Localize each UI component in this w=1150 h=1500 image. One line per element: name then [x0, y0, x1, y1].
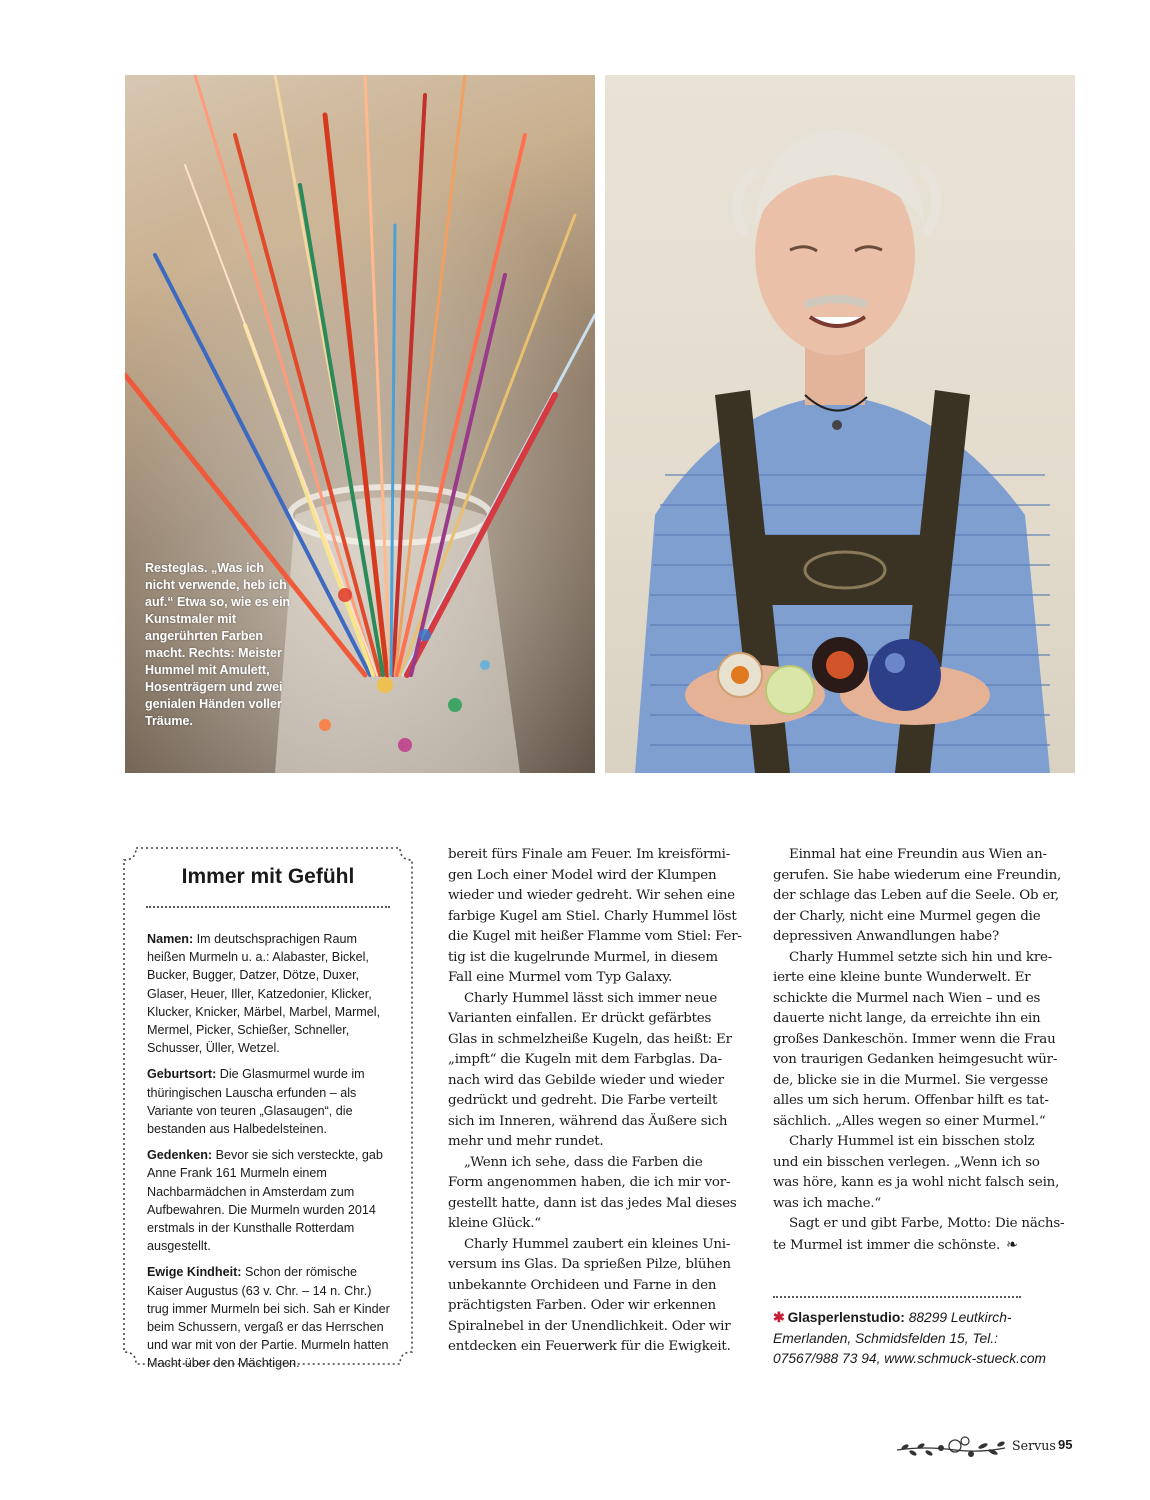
studio-label: Glasperlenstudio:: [787, 1310, 905, 1325]
text-line: versum ins Glas. Da sprießen Pilze, blühen: [448, 1257, 731, 1272]
studio-divider: [773, 1296, 1021, 1298]
text-line: „impft“ die Kugeln mit dem Farbglas. Da-: [448, 1052, 722, 1067]
portrait-photo: [605, 75, 1075, 773]
text-line: gedrückt und gedreht. Die Farbe verteilt: [448, 1093, 718, 1108]
text-line: Sagt er und gibt Farbe, Motto: Die nächs-: [789, 1216, 1065, 1231]
studio-info: [773, 1308, 1073, 1370]
asterisk-icon: ✱: [773, 1310, 785, 1325]
text-line: kleine Glück.“: [448, 1216, 541, 1231]
text-line: gerufen. Sie habe wiederum eine Freundin,: [773, 867, 1062, 883]
text-line: Charly Hummel ist ein bisschen stolz: [789, 1134, 1035, 1149]
text-line: de, blicke sie in die Murmel. Sie vergesse: [773, 1072, 1048, 1088]
studio-contact-line: 07567/988 73 94, www.schmuck-stueck.com: [773, 1351, 1047, 1366]
text-line: „Wenn ich sehe, dass die Farben die: [464, 1154, 703, 1170]
text-line: Fall eine Murmel vom Typ Galaxy.: [448, 970, 673, 985]
text-line: Charly Hummel lässt sich immer neue: [464, 990, 718, 1006]
text-line-last: te Murmel ist immer die schönste.: [773, 1237, 1001, 1253]
text-line: entdecken ein Feuerwerk für die Ewigkeit.: [448, 1339, 731, 1354]
text-line: gen Loch einer Model wird der Klumpen: [448, 867, 717, 883]
text-line: großes Dankeschön. Immer wenn die Frau: [773, 1031, 1056, 1047]
photo-caption: Resteglas. „Was ich nicht verwende, heb ich auf.“ Etwa so, wie es ein Kunstmaler mit angerührten Farben macht. Rechts: Meister Hummel mit Amulett, Hosenträgern und zwei genialen Händen voller Träume.: [145, 561, 291, 728]
text-line: prächtigsten Farben. Oder wir erkennen: [448, 1298, 716, 1313]
info-box-divider: [146, 906, 390, 908]
text-line: nach wird das Gebilde wieder und wieder: [448, 1072, 724, 1088]
text-line: was ich mache.“: [773, 1195, 882, 1211]
info-box-body: [147, 930, 395, 1381]
text-line: Charly Hummel zaubert ein kleines Uni-: [464, 1236, 731, 1252]
text-line: [773, 1235, 1073, 1257]
fact-names: Namen: Im deutschsprachigen Raum heißen Murmeln u. a.: Alabaster, Bickel, Bucker, Bugger, Datzer, Dötze, Duxer, Glaser, Heuer, Iller, Katzedonier, Klicker, Klucker, Knicker, Märbel, Marbel, Marmel, Mermel, Picker, Schießer, Schneller, Schusser, Üller, Wetzel.: [147, 932, 381, 1056]
text-line: Spiralnebel in der Unendlichkeit. Oder wir: [448, 1318, 731, 1334]
text-line: was höre, kann es ja wohl nicht falsch sein,: [773, 1175, 1060, 1190]
text-line: farbige Kugel am Stiel. Charly Hummel löst: [448, 908, 737, 924]
text-line: Glas in schmelzheiße Kugeln, das heißt: Er: [448, 1031, 732, 1047]
fact-birthplace: Geburtsort: Die Glasmurmel wurde im thüringischen Lauscha erfunden – als Variante von teuren „Glasaugen“, die bestanden aus Halbedelsteinen.: [147, 1067, 365, 1137]
text-line: der schlage das Leben auf die Seele. Ob er,: [773, 888, 1059, 903]
page-number: 95: [1058, 1437, 1073, 1452]
text-line: wieder und wieder gedreht. Wir sehen eine: [448, 888, 735, 903]
text-line: bereit fürs Finale am Feuer. Im kreisförmi-: [448, 847, 731, 862]
text-line: depressiven Anwandlungen habe?: [773, 929, 999, 944]
text-line: tig ist die kugelrunde Murmel, in diesem: [448, 949, 718, 965]
info-box: [122, 846, 414, 1371]
text-line: von traurigen Gedanken heimgesucht wür-: [773, 1052, 1058, 1067]
page-footer: [895, 1430, 1075, 1464]
text-line: ierte eine kleine bunte Wunderwelt. Er: [773, 970, 1031, 985]
info-box-title: Immer mit Gefühl: [181, 865, 355, 888]
studio-address-line2: Emerlanden, Schmidsfelden 15, Tel.:: [773, 1330, 998, 1346]
article-column-middle: [448, 845, 748, 1358]
text-line: mehr und mehr rundet.: [448, 1134, 604, 1149]
magazine-brand: Servus: [1012, 1438, 1056, 1453]
text-line: sächlich. „Alles wegen so einer Murmel.“: [773, 1113, 1046, 1129]
text-line: dauerte nicht lange, da erreichte ihn ein: [773, 1011, 1041, 1026]
article-column-right: [773, 845, 1073, 1256]
text-line: Einmal hat eine Freundin aus Wien an-: [789, 847, 1047, 862]
text-line: die Kugel mit heißer Flamme vom Stiel: Fer-: [448, 929, 742, 944]
fact-remembrance: Gedenken: Bevor sie sich versteckte, gab Anne Frank 161 Murmeln einem Nachbarmädchen in Amsterdam zum Aufbewahren. Die Murmeln wurden 2014 erstmals in der Kunsthalle Rotterdam ausgestellt.: [147, 1148, 383, 1254]
fact-childhood: Ewige Kindheit: Schon der römische Kaiser Augustus (63 v. Chr. – 14 n. Chr.) trug immer Murmeln bei sich. Sah er Kinder beim Schussern, vergaß er das Herrschen und war mit von der Partie. Murmeln hatten Macht über den Mächtigen.: [147, 1265, 390, 1371]
text-line: unbekannte Orchideen und Farne in den: [448, 1277, 717, 1293]
studio-address-line1: 88299 Leutkirch-: [904, 1310, 1012, 1325]
text-line: und ein bisschen verlegen. „Wenn ich so: [773, 1154, 1040, 1170]
text-line: sich im Inneren, während das Äußere sich: [448, 1113, 728, 1129]
text-line: schickte die Murmel nach Wien – und es: [773, 990, 1041, 1006]
text-line: alles um sich herum. Offenbar hilft es tat-: [773, 1093, 1049, 1108]
ending-mark-icon: ❧: [1006, 1236, 1018, 1253]
text-line: der Charly, nicht eine Murmel gegen die: [773, 908, 1041, 924]
floral-ornament-icon: [895, 1432, 1007, 1462]
text-line: Charly Hummel setzte sich hin und kre-: [789, 949, 1053, 965]
text-line: Varianten einfallen. Er drückt gefärbtes: [448, 1011, 712, 1026]
text-line: gestellt hatte, dann ist das jedes Mal dieses: [448, 1195, 737, 1211]
text-line: Form angenommen haben, die ich mir vor-: [448, 1175, 731, 1190]
